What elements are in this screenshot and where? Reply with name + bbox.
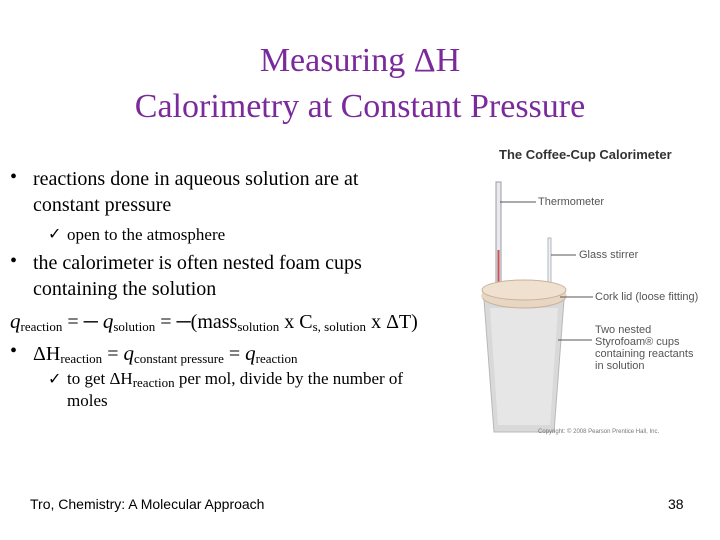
equation-delta-h [33,341,298,371]
label-cups-line3: containing reactants [595,348,694,360]
eq-operator: x ΔT) [366,311,418,333]
eq-subscript: reaction [20,319,63,334]
bullet1-subpoint: open to the atmosphere [67,225,226,244]
slide-title-line2: Calorimetry at Constant Pressure [134,88,586,125]
bullet2-line1: the calorimeter is often nested foam cups [33,252,362,274]
eq-operator: = [223,343,246,365]
eq-subscript: constant pressure [133,351,224,366]
subpoint-text: to get ΔH [67,369,133,388]
eq-subscript: reaction [132,375,175,390]
eq-subscript: solution [237,319,280,334]
check-icon: ✓ [48,226,62,243]
bullet-dot: • [10,166,18,188]
eq-symbol: q [10,309,21,333]
eq-operator: = ─(mass [155,311,238,333]
eq-operator: = ─ [62,311,103,333]
label-cups-line1: Two nested [595,324,652,336]
label-cups-line2: Styrofoam® cups [595,336,680,348]
bullet3-subpoint-line2: moles [67,391,108,410]
eq-symbol: ΔH [33,343,61,365]
equation-q-solution [10,309,418,339]
figure-title: The Coffee-Cup Calorimeter [499,147,672,162]
bullet-dot: • [10,340,18,362]
footer-source: Tro, Chemistry: A Molecular Approach [30,496,265,512]
subpoint-text: per mol, divide by the number of [174,369,404,388]
eq-symbol: q [123,341,134,365]
eq-subscript: solution [113,319,156,334]
bullet1-line1: reactions done in aqueous solution are at [33,168,359,190]
figure-copyright: Copyright: © 2008 Pearson Prentice Hall, Inc. [538,429,660,435]
eq-symbol: q [245,341,256,365]
check-icon: ✓ [48,371,62,388]
eq-subscript: s, solution [312,319,367,334]
eq-operator: x C [279,311,313,333]
coffee-cup-calorimeter-figure [478,140,718,445]
eq-operator: = [102,343,124,365]
cork-lid-top [482,280,566,300]
eq-symbol: q [102,309,114,333]
eq-subscript: reaction [255,351,298,366]
label-glass-stirrer: Glass stirrer [579,249,639,261]
bullet-dot: • [10,250,18,272]
label-cups-line4: in solution [595,360,645,372]
label-thermometer: Thermometer [538,196,605,208]
label-cork-lid: Cork lid (loose fitting) [595,291,699,303]
page-number: 38 [668,496,684,512]
bullet2-line2: containing the solution [33,278,217,300]
bullet3-subpoint-line1 [67,368,403,394]
eq-subscript: reaction [60,351,103,366]
bullet1-line2: constant pressure [33,194,172,216]
slide-title-line1: Measuring ΔH [259,42,461,79]
inner-cup [490,308,558,425]
